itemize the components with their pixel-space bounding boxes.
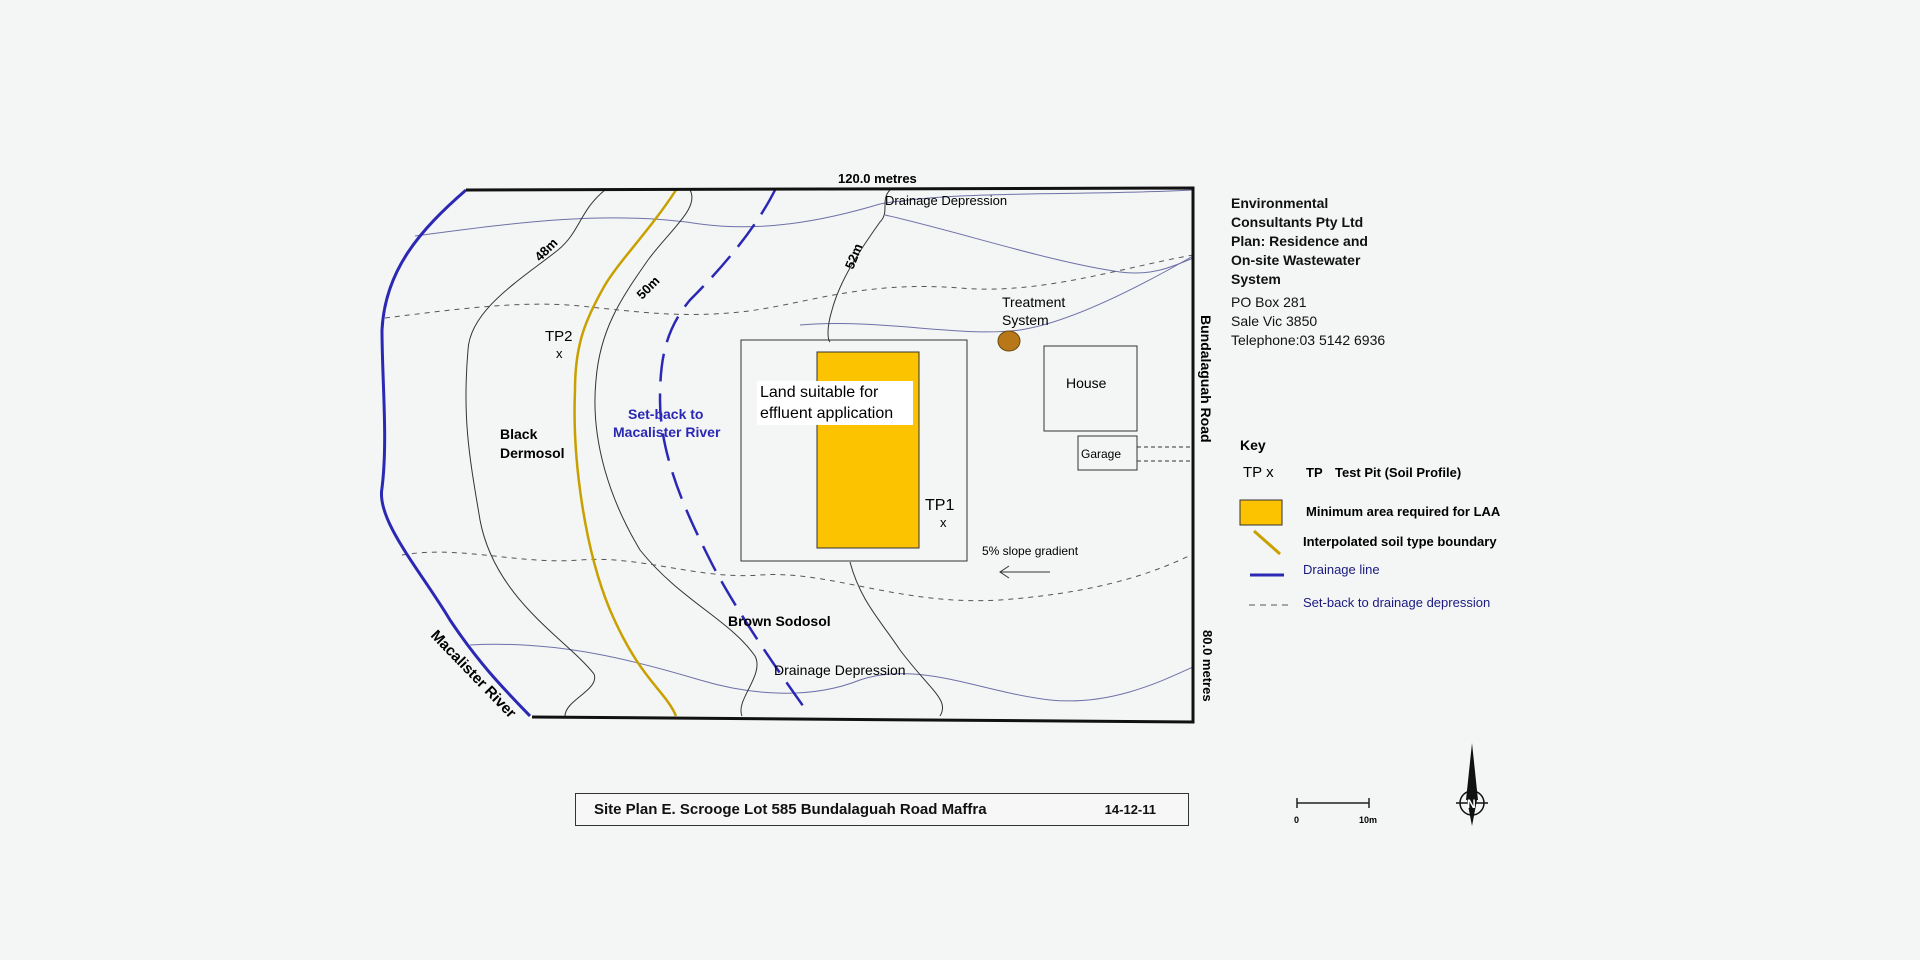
contour-label-48m: 48m [531,235,561,265]
key-title: Key [1240,437,1266,453]
scale-start-label: 0 [1294,815,1300,825]
po-box: PO Box 281 [1231,294,1307,310]
treatment-system-tank [998,331,1020,351]
site-plan-title-box [575,793,1189,826]
key-laa-label: Minimum area required for LAA [1306,504,1501,519]
consultant-info [1231,194,1471,350]
key-tp-abbrev: TP [1306,465,1323,480]
treatment-label-1: Treatment [1002,294,1066,310]
house-label: House [1066,375,1107,391]
side-dimension-label: 80.0 metres [1200,630,1215,702]
soil-black-label: Black [500,426,538,442]
telephone: Telephone:03 5142 6936 [1231,332,1386,348]
north-label: N [1467,797,1476,811]
test-pit-2-label: TP2 [545,328,573,345]
slope-gradient-label: 5% slope gradient [982,544,1079,558]
contour-label-52m: 52m [841,241,866,272]
treatment-label-2: System [1002,312,1049,328]
plan-line1: Plan: Residence and [1231,233,1368,249]
key-setback-label: Set-back to drainage depression [1303,595,1491,610]
key-soil-boundary-symbol [1254,531,1280,554]
top-dimension-label: 120.0 metres [838,171,917,186]
test-pit-1-mark: x [940,515,947,530]
key-laa-swatch [1240,500,1282,525]
drainage-depression-top-label: Drainage Depression [885,193,1008,208]
firm-name-line2: Consultants Pty Ltd [1231,214,1364,230]
land-suitable-label-2: effluent application [760,405,894,422]
key-tp-desc: Test Pit (Soil Profile) [1335,465,1462,480]
scale-end-label: 10m [1359,815,1378,825]
firm-name-line1: Environmental [1231,195,1329,211]
setback-river-label-2: Macalister River [613,424,721,440]
key-soil-boundary-label: Interpolated soil type boundary [1303,534,1497,549]
plan-line2: On-site Wastewater [1231,252,1361,268]
soil-brown-sodosol-label: Brown Sodosol [728,613,831,629]
north-arrow-icon [1456,743,1488,826]
site-plan-date: 14-12-11 [1104,802,1156,817]
key-tp-symbol: TP x [1243,464,1274,481]
road-label: Bundalaguah Road [1198,315,1214,443]
test-pit-1-label: TP1 [925,497,955,514]
soil-type-boundary [575,190,676,716]
slope-arrow [1000,566,1050,578]
land-suitable-label-1: Land suitable for [760,384,879,401]
soil-dermosol-label: Dermosol [500,445,565,461]
contour-label-50m: 50m [633,273,663,303]
test-pit-2-mark: x [556,346,563,361]
setback-river-label-1: Set-back to [628,406,704,422]
drainage-depression-bottom-label: Drainage Depression [774,662,906,678]
plan-line3: System [1231,271,1281,287]
city: Sale Vic 3850 [1231,313,1318,329]
key-drainage-label: Drainage line [1303,562,1380,577]
site-plan-title: Site Plan E. Scrooge Lot 585 Bundalaguah Road Maffra [594,801,987,818]
garage-label: Garage [1081,447,1122,461]
river-label: Macalister River [427,626,520,722]
scale-bar [1297,798,1369,808]
